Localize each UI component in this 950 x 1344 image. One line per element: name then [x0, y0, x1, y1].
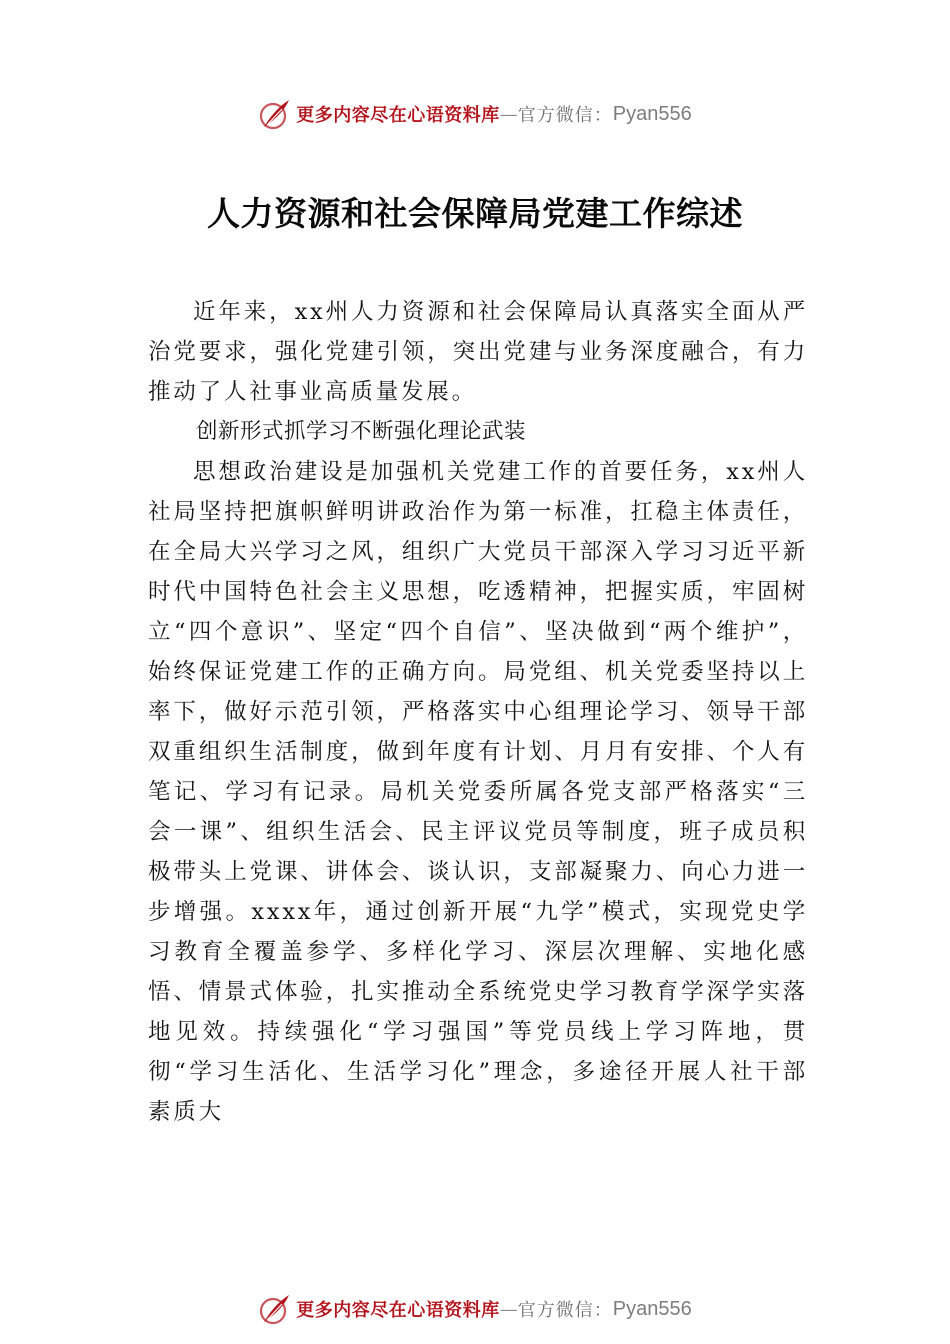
watermark-banner-bottom: [0, 1289, 950, 1329]
banner-wechat-id: Pyan556: [612, 102, 692, 125]
document-title: 人力资源和社会保障局党建工作综述: [207, 194, 743, 233]
watermark-banner-top: [0, 94, 950, 134]
banner-wechat-label: 官方微信：: [517, 1300, 613, 1321]
banner-dash: —: [499, 1298, 518, 1320]
body-paragraph: 思想政治建设是加强机关党建工作的首要任务，xx州人社局坚持把旗帜鲜明讲政治作为第一标准，扛稳主体责任，在全局大兴学习之风，组织广大党员干部深入学习习近平新时代中国特色社会主义思想，吃透精神，把握实质，牢固树立“四个意识”、坚定“四个自信”、坚决做到“两个维护”，始终保证党建工作的正确方向。局党组、机关党委坚持以上率下，做好示范引领，严格落实中心组理论学习、领导干部双重组织生活制度，做到年度有计划、月月有安排、个人有笔记、学习有记录。局机关党委所属各党支部严格落实“三会一课”、组织生活会、民主评议党员等制度，班子成员积极带头上党课、讲体会、谈认识，支部凝聚力、向心力进一步增强。xxxx年，通过创新开展“九学”模式，实现党史学习教育全覆盖参学、多样化学习、深层次理解、实地化感悟、情景式体验，扎实推动全系统党史学习教育学深学实落地见效。持续强化“学习强国”等党员线上学习阵地，贯彻“学习生活化、生活学习化”理念，多途径开展人社干部素质大: [148, 459, 808, 1125]
quill-pen-circle-icon: [258, 97, 292, 131]
banner-wechat-label: 官方微信：: [517, 105, 613, 126]
banner-wechat-id: Pyan556: [612, 1297, 692, 1320]
banner-main-text: 更多内容尽在心语资料库: [296, 105, 500, 126]
intro-paragraph: 近年来，xx州人力资源和社会保障局认真落实全面从严治党要求，强化党建引领，突出党建与业务深度融合，有力推动了人社事业高质量发展。: [148, 299, 808, 405]
banner-main-text: 更多内容尽在心语资料库: [296, 1300, 500, 1321]
section-heading: 创新形式抓学习不断强化理论武装: [196, 419, 527, 444]
banner-dash: —: [499, 103, 518, 125]
quill-pen-circle-icon: [258, 1292, 292, 1326]
document-body: [148, 292, 808, 1132]
